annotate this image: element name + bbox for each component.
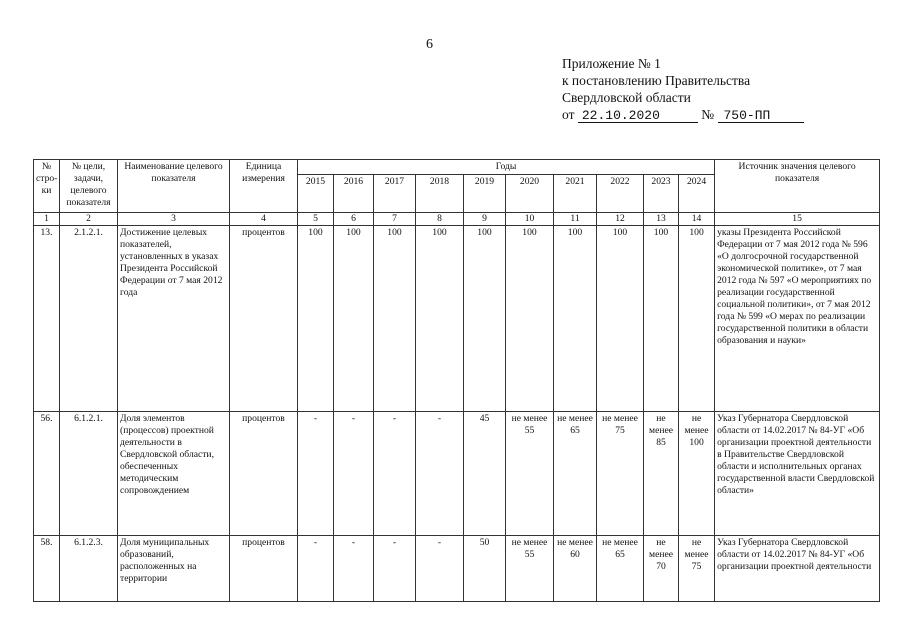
indicator-name: Доля элементов (процессов) проектной деятельности в Свердловской области, обеспеченных методическим сопровождением — [118, 412, 230, 536]
goal-number: 6.1.2.3. — [60, 536, 118, 602]
value-cell: 100 — [644, 226, 679, 412]
appendix-decree: к постановлению Правительства — [562, 73, 751, 88]
value-cell: 100 — [334, 226, 374, 412]
column-number: 13 — [644, 213, 679, 226]
value-cell: не менее 60 — [554, 536, 597, 602]
column-number: 4 — [230, 213, 298, 226]
value-cell: - — [416, 412, 464, 536]
year-cell: 2021 — [554, 175, 597, 213]
indicator-name — [118, 536, 230, 602]
source-text — [715, 536, 880, 602]
number-label: № — [701, 107, 715, 122]
column-number: 11 — [554, 213, 597, 226]
indicator-name-text: Доля муниципальных образований, расположенных на территории — [120, 537, 210, 584]
table-row — [34, 536, 880, 602]
column-number: 1 — [34, 213, 60, 226]
source-text-content: Указ Губернатора Свердловской области от 14.02.2017 № 84-УГ «Об организации проектной деятельности — [717, 537, 872, 572]
row-number: 58. — [34, 536, 60, 602]
value-cell: 100 — [374, 226, 416, 412]
source-text: указы Президента Российской Федерации от 7 мая 2012 года № 596 «О долгосрочной государственной экономической политике», от 7 мая 2012 года № 597 «О мероприятиях по реализации государственной социальной политики», от 7 мая 2012 года № 599 «О мерах по реализации государственной политики в области образования и науки» — [715, 226, 880, 412]
column-numbers-row — [34, 213, 880, 226]
page-number: 6 — [426, 37, 433, 52]
column-number: 5 — [298, 213, 334, 226]
year-cell: 2016 — [334, 175, 374, 213]
date-label: от — [562, 107, 575, 122]
row-number: 13. — [34, 226, 60, 412]
column-number: 2 — [60, 213, 118, 226]
value-cell: не менее 70 — [644, 536, 679, 602]
decree-date: 22.10.2020 — [578, 109, 698, 123]
value-cell: - — [298, 412, 334, 536]
value-cell: 100 — [416, 226, 464, 412]
column-number: 10 — [506, 213, 554, 226]
column-number: 14 — [679, 213, 715, 226]
year-cell: 2022 — [597, 175, 644, 213]
unit: процентов — [230, 226, 298, 412]
goal-number: 6.1.2.1. — [60, 412, 118, 536]
value-cell: 100 — [464, 226, 506, 412]
value-cell: 100 — [506, 226, 554, 412]
header-unit: Единица измерения — [230, 160, 298, 213]
value-cell: 45 — [464, 412, 506, 536]
year-cell: 2024 — [679, 175, 715, 213]
value-cell: 100 — [679, 226, 715, 412]
table-row — [34, 226, 880, 412]
appendix-region: Свердловской области — [562, 90, 691, 105]
appendix-date-line — [562, 106, 804, 123]
value-cell: не менее 75 — [597, 412, 644, 536]
indicators-table — [33, 159, 880, 602]
year-cell: 2015 — [298, 175, 334, 213]
column-number: 3 — [118, 213, 230, 226]
year-cell: 2018 — [416, 175, 464, 213]
column-number: 6 — [334, 213, 374, 226]
row-number: 56. — [34, 412, 60, 536]
value-cell: не менее 100 — [679, 412, 715, 536]
value-cell: 100 — [597, 226, 644, 412]
header-row — [34, 160, 880, 175]
unit: процентов — [230, 536, 298, 602]
header-source: Источник значения целевого показателя — [715, 160, 880, 213]
value-cell: не менее 55 — [506, 412, 554, 536]
value-cell: не менее 65 — [554, 412, 597, 536]
unit: процентов — [230, 412, 298, 536]
column-number: 7 — [374, 213, 416, 226]
value-cell: - — [374, 412, 416, 536]
column-number: 12 — [597, 213, 644, 226]
column-number: 15 — [715, 213, 880, 226]
decree-number: 750-ПП — [718, 109, 804, 123]
year-cell: 2023 — [644, 175, 679, 213]
year-cell: 2019 — [464, 175, 506, 213]
header-name: Наименование целевого показателя — [118, 160, 230, 213]
column-number: 9 — [464, 213, 506, 226]
year-cell: 2020 — [506, 175, 554, 213]
value-cell: 100 — [298, 226, 334, 412]
column-number: 8 — [416, 213, 464, 226]
appendix-header — [562, 55, 804, 123]
indicator-name: Достижение целевых показателей, установленных в указах Президента Российской Федерации от 7 мая 2012 года — [118, 226, 230, 412]
goal-number: 2.1.2.1. — [60, 226, 118, 412]
header-years: Годы — [298, 160, 715, 175]
value-cell: не менее 85 — [644, 412, 679, 536]
header-row-no: № стро-ки — [34, 160, 60, 213]
value-cell: не менее 55 — [506, 536, 554, 602]
appendix-title: Приложение № 1 — [562, 56, 661, 71]
value-cell: - — [334, 536, 374, 602]
value-cell: - — [298, 536, 334, 602]
source-text: Указ Губернатора Свердловской области от 14.02.2017 № 84-УГ «Об организации проектной деятельности в Правительстве Свердловской области и исполнительных органах государственной власти Свердловской области» — [715, 412, 880, 536]
value-cell: не менее 65 — [597, 536, 644, 602]
value-cell: - — [334, 412, 374, 536]
table-row — [34, 412, 880, 536]
header-goal-no: № цели, задачи, целевого показателя — [60, 160, 118, 213]
value-cell: - — [416, 536, 464, 602]
value-cell: 100 — [554, 226, 597, 412]
value-cell: не менее 75 — [679, 536, 715, 602]
value-cell: - — [374, 536, 416, 602]
value-cell: 50 — [464, 536, 506, 602]
year-cell: 2017 — [374, 175, 416, 213]
